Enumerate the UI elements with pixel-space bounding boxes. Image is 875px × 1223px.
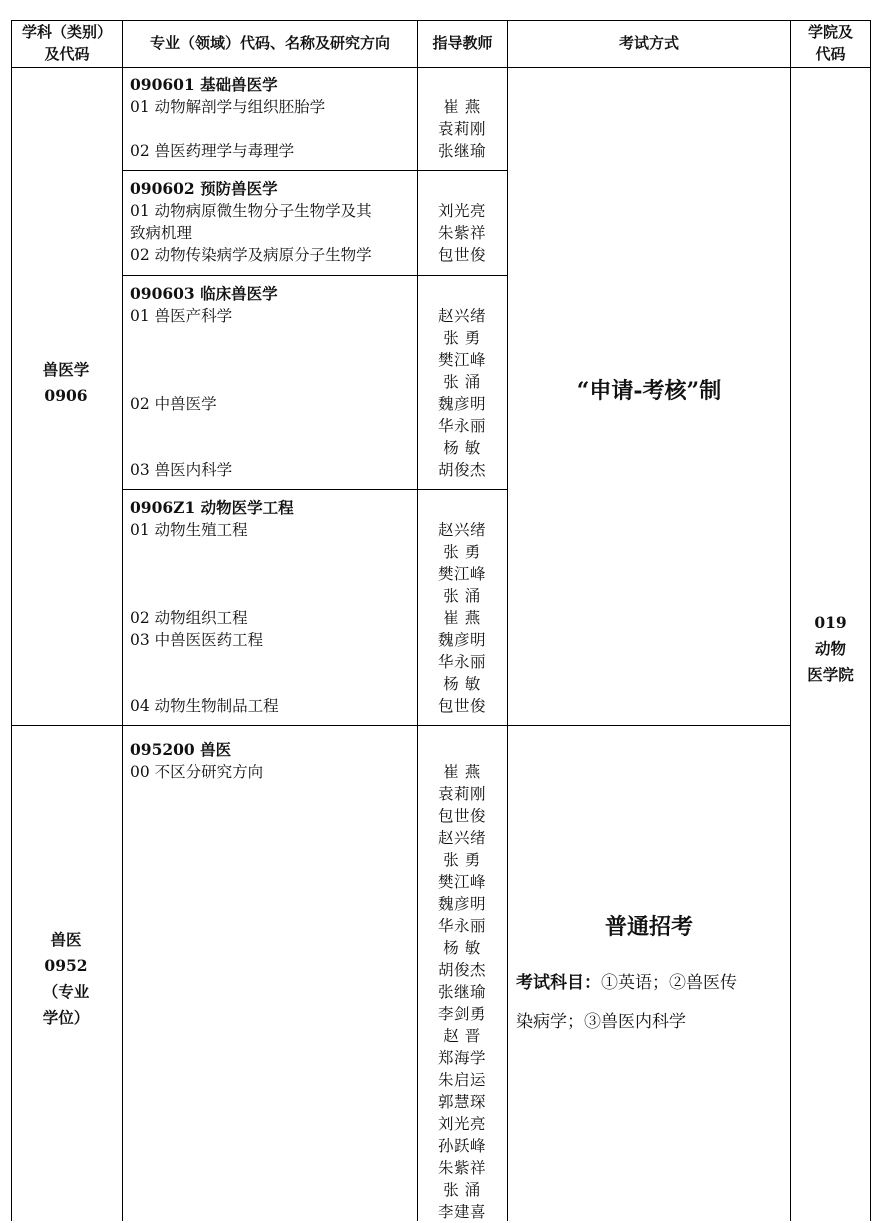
exam-method-application: “申请-考核”制 (576, 378, 722, 404)
advisor-list: 赵兴绪 张 勇 樊江峰 张 涌 崔 燕 魏彦明 华永丽 杨 敏 包世俊 (437, 521, 486, 715)
subject-veterinary-professional: 兽医 0952 （专业 学位） (42, 930, 90, 1027)
header-advisor: 指导教师 (432, 34, 493, 52)
major-title: 090601 基础兽医学 (130, 75, 278, 94)
header-college: 学院及 代码 (807, 23, 853, 63)
direction-item: 04 动物生物制品工程 (130, 697, 279, 715)
subject-veterinary-science: 兽医学 0906 (42, 360, 90, 405)
direction-item: 致病机理 (130, 224, 193, 242)
major-title: 090602 预防兽医学 (130, 179, 278, 198)
direction-item: 02 动物传染病学及病原分子生物学 (130, 246, 372, 264)
direction-item: 01 动物生殖工程 (130, 521, 248, 539)
direction-item: 02 动物组织工程 (130, 609, 248, 627)
header-major: 专业（领域）代码、名称及研究方向 (149, 34, 390, 52)
advisor-list: 崔 燕 袁莉刚 张继瑜 (437, 98, 486, 160)
major-title: 095200 兽医 (130, 740, 232, 759)
exam-subjects-label: 考试科目： (516, 973, 601, 993)
header-subject: 学科（类别） 及代码 (21, 23, 112, 63)
major-title: 090603 临床兽医学 (130, 284, 278, 303)
exam-subjects-rest: ①英语；②兽医传 (601, 973, 737, 993)
direction-item: 01 动物解剖学与组织胚胎学 (130, 98, 326, 116)
direction-item: 01 兽医产科学 (130, 307, 233, 325)
advisor-list: 崔 燕 袁莉刚 包世俊 赵兴绪 张 勇 樊江峰 魏彦明 华永丽 杨 敏 胡俊杰 张继瑜 李剑勇 赵 晋 郑海学 朱启运 郭慧琛 刘光亮 孙跃峰 朱紫祥 张 涌 李建喜 (437, 763, 486, 1221)
advisor-list: 赵兴绪 张 勇 樊江峰 张 涌 魏彦明 华永丽 杨 敏 胡俊杰 (437, 307, 486, 479)
exam-subjects-line1 (516, 970, 737, 996)
direction-item: 01 动物病原微生物分子生物学及其 (130, 202, 372, 220)
major-title: 0906Z1 动物医学工程 (130, 498, 294, 517)
exam-subjects-line2: 染病学；③兽医内科学 (516, 1012, 686, 1032)
direction-item: 02 兽医药理学与毒理学 (130, 142, 295, 160)
direction-item: 00 不区分研究方向 (130, 763, 264, 781)
advisor-list: 刘光亮 朱紫祥 包世俊 (437, 202, 486, 264)
direction-item: 02 中兽医学 (130, 395, 217, 413)
exam-general-title: 普通招考 (604, 914, 693, 940)
header-exam: 考试方式 (618, 34, 679, 52)
direction-item: 03 中兽医医药工程 (130, 631, 264, 649)
direction-item: 03 兽医内科学 (130, 461, 233, 479)
college-cell: 019 动物 医学院 (807, 613, 854, 684)
